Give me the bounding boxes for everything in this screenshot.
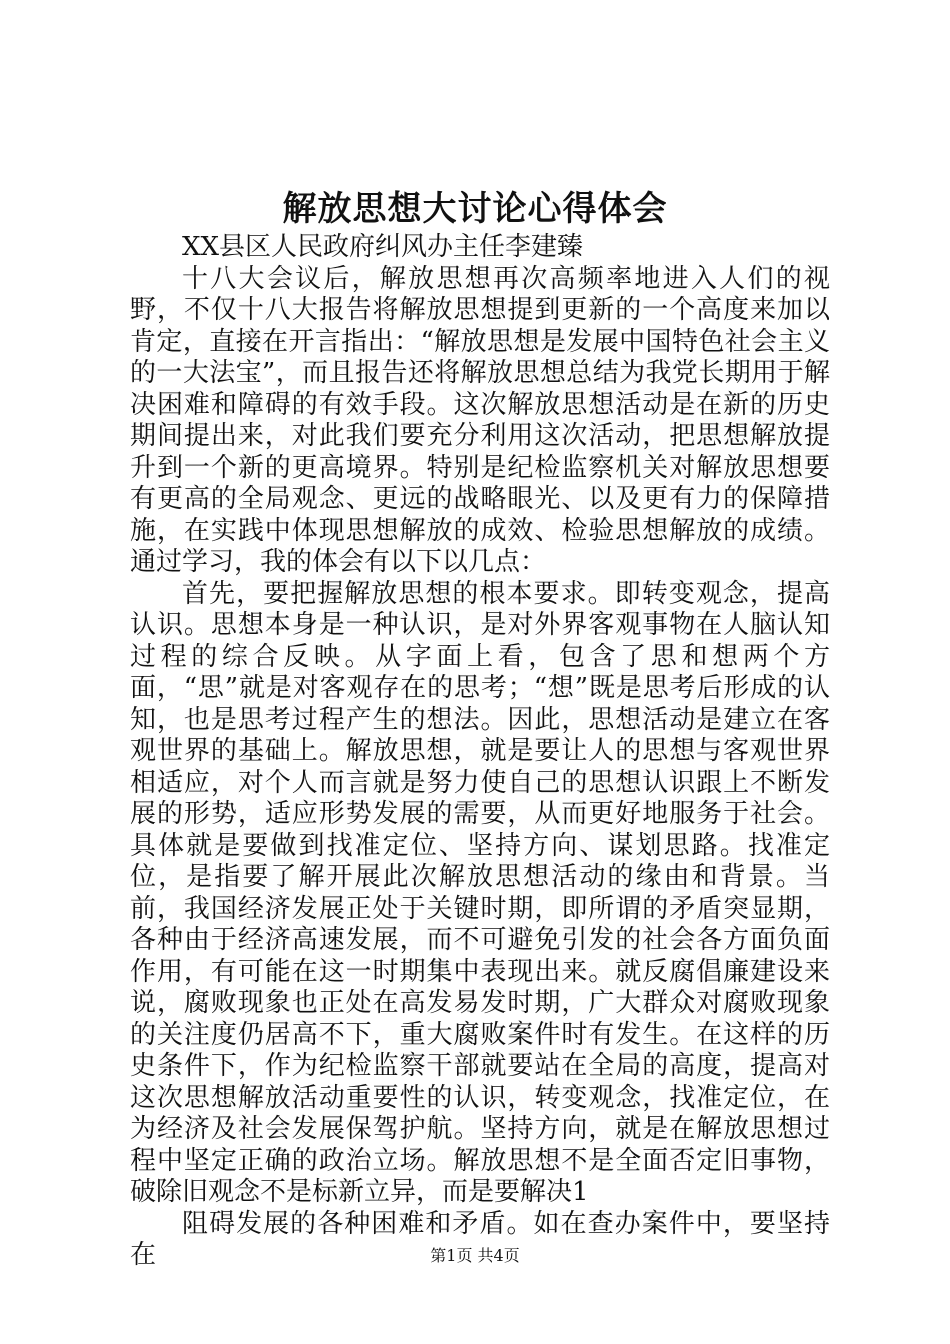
page-footer: 第1页 共4页 bbox=[430, 1246, 520, 1265]
paragraph-3: 阻碍发展的各种困难和矛盾。如在查办案件中，要坚持在 bbox=[130, 1208, 830, 1270]
author-line: XX县区人民政府纠风办主任李建臻 bbox=[182, 232, 584, 262]
paragraph-1: 十八大会议后，解放思想再次高频率地进入人们的视野，不仅十八大报告将解放思想提到更新的一个高度来加以肯定，直接在开言指出：“解放思想是发展中国特色社会主义的一大法宝”，而且报告还将解放思想总结为我党长期用于解决困难和障碍的有效手段。这次解放思想活动是在新的历史期间提出来，对此我们要充分利用这次活动，把思想解放提升到一个新的更高境界。特别是纪检监察机关对解放思想要有更高的全局观念、更远的战略眼光、以及更有力的保障措施，在实践中体现思想解放的成效、检验思想解放的成绩。通过学习，我的体会有以下以几点： bbox=[130, 263, 830, 577]
paragraph-2: 首先，要把握解放思想的根本要求。即转变观念，提高认识。思想本身是一种认识，是对外界客观事物在人脑认知过程的综合反映。从字面上看，包含了思和想两个方面，“思”就是对客观存在的思考；“想”既是思考后形成的认知，也是思考过程产生的想法。因此，思想活动是建立在客观世界的基础上。解放思想，就是要让人的思想与客观世界相适应，对个人而言就是努力使自己的思想认识跟上不断发展的形势，适应形势发展的需要，从而更好地服务于社会。具体就是要做到找准定位、坚持方向、谋划思路。找准定位，是指要了解开展此次解放思想活动的缘由和背景。当前，我国经济发展正处于关键时期，即所谓的矛盾突显期，各种由于经济高速发展，而不可避免引发的社会各方面负面作用，有可能在这一时期集中表现出来。就反腐倡廉建设来说，腐败现象也正处在高发易发时期，广大群众对腐败现象的关注度仍居高不下，重大腐败案件时有发生。在这样的历史条件下，作为纪检监察干部就要站在全局的高度，提高对这次思想解放活动重要性的认识，转变观念，找准定位，在为经济及社会发展保驾护航。坚持方向，就是在解放思想过程中坚定正确的政治立场。解放思想不是全面否定旧事物，破除旧观念不是标新立异，而是要解决1 bbox=[130, 578, 830, 1207]
document-body bbox=[130, 232, 830, 1272]
document-title: 解放思想大讨论心得体会 bbox=[282, 189, 668, 229]
